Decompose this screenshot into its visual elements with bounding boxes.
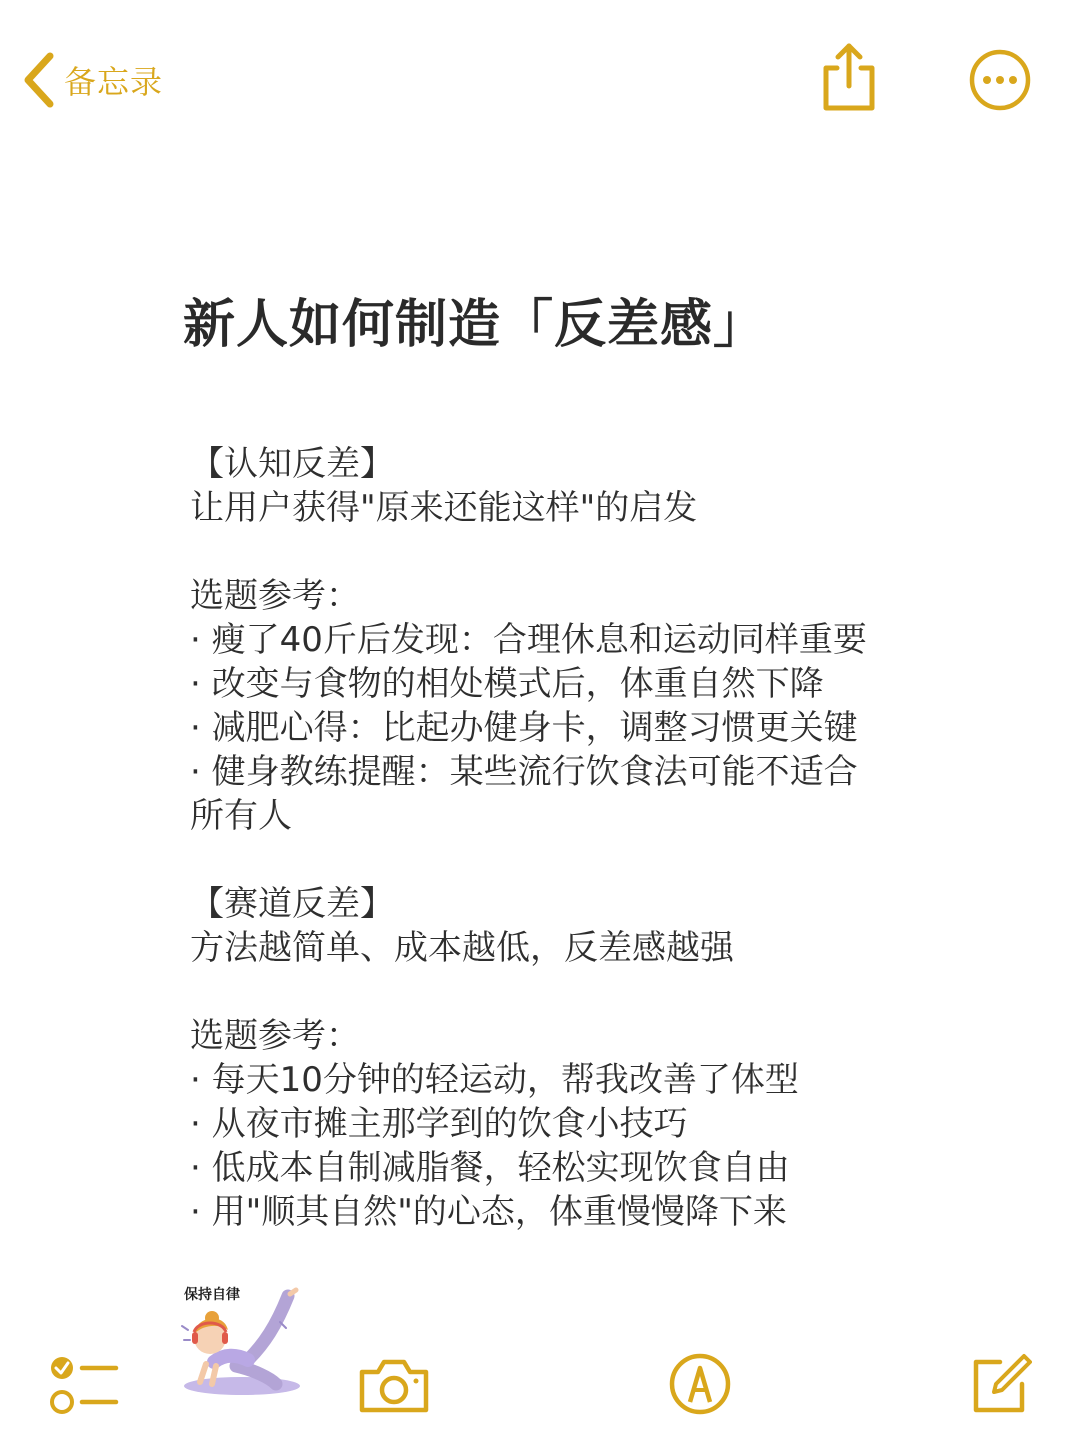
checklist-icon xyxy=(48,1403,120,1422)
more-options-button[interactable] xyxy=(968,48,1032,112)
note-line: 方法越简单、成本越低，反差感越强 xyxy=(190,928,734,968)
blank-line xyxy=(190,530,930,574)
chevron-left-icon xyxy=(22,52,56,108)
bullet-item: · 改变与食物的相处模式后，体重自然下降 xyxy=(190,664,824,704)
back-button[interactable] xyxy=(22,50,163,110)
bullet-item: · 减肥心得：比起办健身卡，调整习惯更关键 xyxy=(190,708,858,748)
section-heading-track: 【赛道反差】 xyxy=(190,884,394,924)
bullet-item: · 健身教练提醒：某些流行饮食法可能不适合 xyxy=(190,752,858,792)
blank-line xyxy=(190,838,930,882)
bullet-item: · 每天10分钟的轻运动，帮我改善了体型 xyxy=(190,1060,799,1100)
checklist-button[interactable] xyxy=(48,1352,120,1418)
top-navigation-bar xyxy=(0,0,1080,160)
sticker-label: 保持自律 xyxy=(184,1287,240,1303)
camera-button[interactable] xyxy=(356,1356,432,1416)
blank-line xyxy=(190,970,930,1014)
bullet-item: · 瘦了40斤后发现：合理休息和运动同样重要 xyxy=(190,620,867,660)
bullet-item-continued: 所有人 xyxy=(190,796,292,836)
more-icon xyxy=(968,97,1032,116)
bullet-item: · 从夜市摊主那学到的饮食小技巧 xyxy=(190,1104,688,1144)
share-button[interactable] xyxy=(818,40,880,114)
section-heading-cognitive: 【认知反差】 xyxy=(190,444,394,484)
bottom-toolbar xyxy=(0,1340,1080,1440)
markup-button[interactable] xyxy=(668,1350,732,1418)
topic-reference-heading: 选题参考： xyxy=(190,1016,360,1056)
topic-reference-heading: 选题参考： xyxy=(190,576,360,616)
bullet-item: · 低成本自制减脂餐，轻松实现饮食自由 xyxy=(190,1148,790,1188)
note-body[interactable] xyxy=(190,442,930,1234)
compose-button[interactable] xyxy=(970,1352,1032,1416)
back-button-label: 备忘录 xyxy=(64,63,164,101)
note-title[interactable]: 新人如何制造「反差感」 xyxy=(183,295,767,355)
camera-icon xyxy=(356,1401,432,1420)
share-icon xyxy=(818,99,880,118)
markup-pen-icon xyxy=(668,1403,732,1422)
bullet-item: · 用"顺其自然"的心态，体重慢慢降下来 xyxy=(190,1192,787,1232)
compose-icon xyxy=(970,1401,1032,1420)
note-line: 让用户获得"原来还能这样"的启发 xyxy=(190,488,698,528)
